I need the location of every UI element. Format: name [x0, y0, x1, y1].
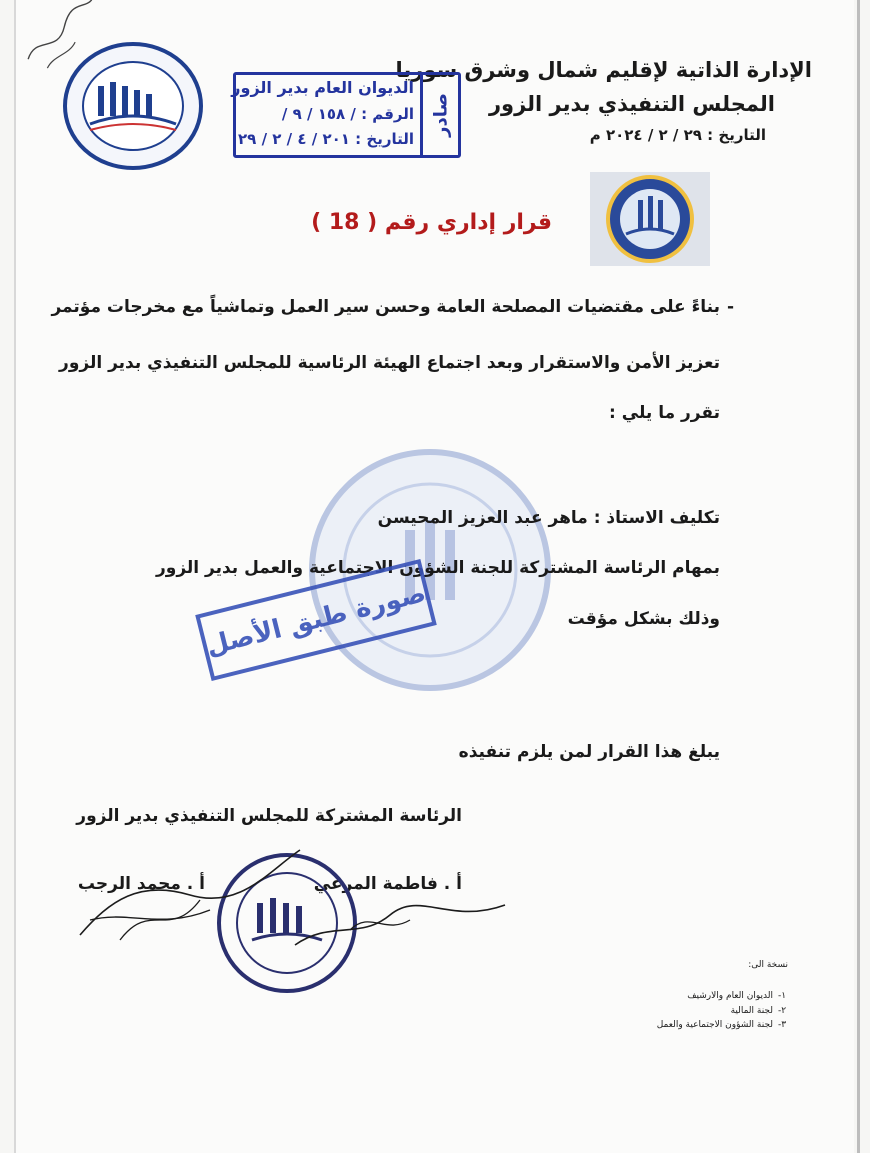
decision-title: قرار إداري رقم ( 18 ): [311, 210, 552, 235]
temporary-line: وذلك بشكل مؤقت: [567, 609, 720, 629]
signature-heading: الرئاسة المشتركة للمجلس التنفيذي بدير الزور: [76, 806, 462, 826]
outgoing-stamp: [233, 72, 461, 158]
body-line-2: تعزيز الأمن والاستقرار وبعد اجتماع الهيئة الرئاسية للمجلس التنفيذي بدير الزور: [59, 353, 720, 373]
body-line-3: تقرر ما يلي :: [609, 403, 720, 423]
header-council-title: المجلس التنفيذي بدير الزور: [488, 92, 775, 116]
task-line: بمهام الرئاسة المشتركة للجنة الشؤون الاجتماعية والعمل بدير الزور: [155, 558, 720, 578]
page-edge-left: [14, 0, 16, 1153]
copy-item: لجنة المالية: [730, 1006, 773, 1016]
certified-copy-stamp: صورة طبق الأصل: [195, 559, 437, 681]
copy-number: -١: [778, 991, 787, 1001]
handwritten-signature-2: [290, 890, 510, 964]
outgoing-stamp-type: صادر: [420, 75, 458, 155]
body-line-1: بناءً على مقتضيات المصلحة العامة وحسن سير العمل وتماشياً مع مخرجات مؤتمر: [51, 297, 720, 317]
header-date: التاريخ : ٢٩ / ٢ / ٢٠٢٤ م: [589, 126, 766, 144]
signatory-name-2: أ . محمد الرجب: [77, 874, 205, 894]
copy-item: الديوان العام والارشيف: [687, 991, 773, 1001]
outgoing-stamp-date: التاريخ : ٢٠١ / ٤ / ٢ / ٢٩: [238, 130, 414, 148]
assignment-line: تكليف الاستاذ : ماهر عبد العزيز المحيسن: [377, 508, 720, 528]
copy-item: لجنة الشؤون الاجتماعية والعمل: [656, 1020, 773, 1030]
page-edge-right: [857, 0, 860, 1153]
notify-line: يبلغ هذا القرار لمن يلزم تنفيذه: [458, 742, 720, 762]
emblem-image: [590, 172, 710, 266]
header-region-title: الإدارة الذاتية لإقليم شمال وشرق سوريا: [395, 58, 812, 82]
copy-number: -٢: [778, 1006, 787, 1016]
copy-number: -٣: [778, 1020, 787, 1030]
outgoing-stamp-number: الرقم : / ١٥٨ / ٩ /: [281, 105, 414, 123]
list-dash: -: [727, 297, 735, 317]
copies-heading: نسخة الى:: [748, 960, 788, 970]
signatory-name-1: أ . فاطمة المرعي: [313, 874, 462, 894]
council-seal-logo: [58, 38, 208, 178]
outgoing-stamp-office: الديوان العام بدير الزور: [231, 78, 414, 97]
handwritten-signature-1: [70, 840, 310, 954]
